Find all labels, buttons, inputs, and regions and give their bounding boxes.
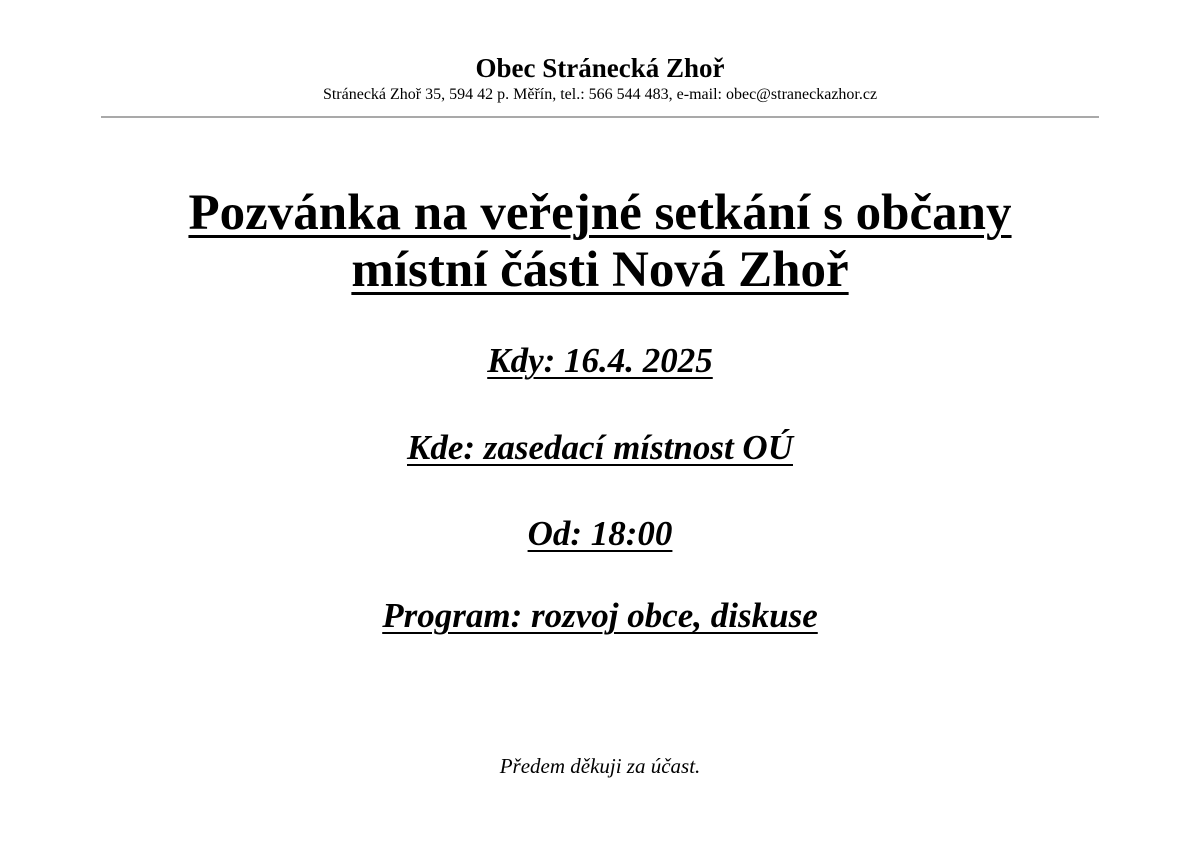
title-line-1: Pozvánka na veřejné setkání s občany (188, 185, 1012, 241)
event-date (0, 341, 1200, 381)
event-start-time (0, 514, 1200, 554)
event-start-time-text: Od: 18:00 (527, 514, 673, 553)
event-program (0, 596, 1200, 636)
title-line-2: místní části Nová Zhoř (351, 242, 849, 298)
event-location (0, 428, 1200, 468)
closing-note: Předem děkuji za účast. (499, 754, 701, 778)
event-date-text: Kdy: 16.4. 2025 (487, 341, 713, 380)
event-location-text: Kde: zasedací místnost OÚ (407, 428, 793, 467)
letterhead (0, 52, 1200, 105)
organization-contact-line: Stránecká Zhoř 35, 594 42 p. Měřín, tel.: 566 544 483, e-mail: obec@straneckazhor.cz (322, 86, 878, 103)
event-program-text: Program: rozvoj obce, diskuse (382, 596, 818, 635)
invitation-title (0, 185, 1200, 299)
header-divider (101, 116, 1099, 118)
organization-name: Obec Stránecká Zhoř (475, 53, 725, 83)
